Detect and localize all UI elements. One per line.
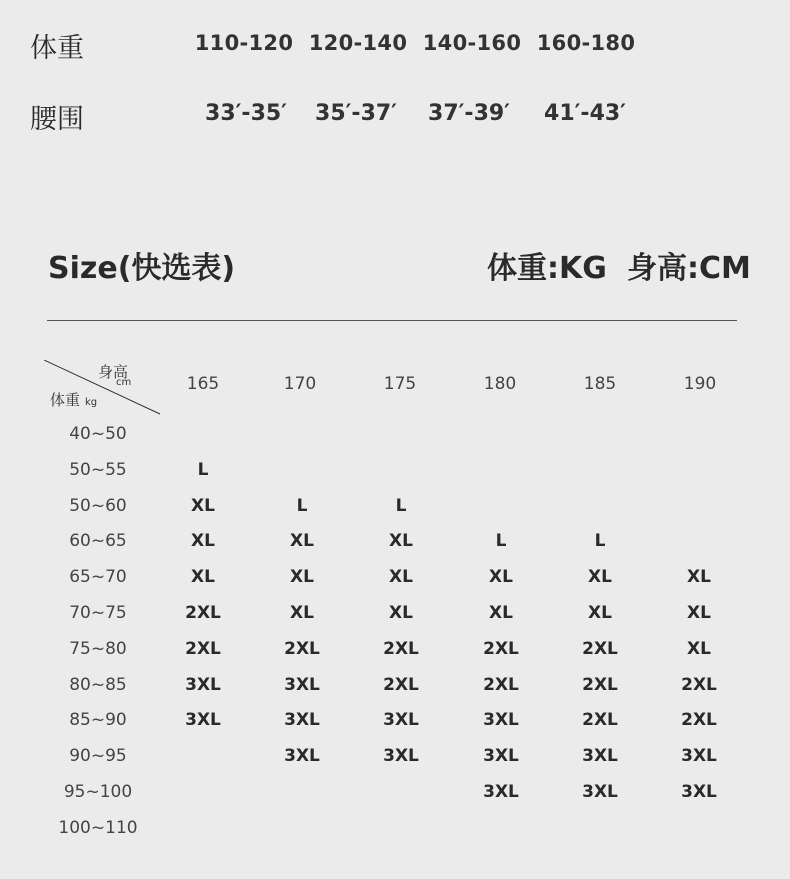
weight-row-header: 100~110	[58, 818, 138, 838]
weight-row-header: 85~90	[69, 710, 127, 730]
divider	[47, 320, 737, 321]
size-cell: 3XL	[483, 710, 519, 730]
size-cell: L	[296, 496, 308, 516]
size-cell: XL	[290, 567, 314, 587]
size-cell: 3XL	[582, 746, 618, 766]
size-cell: L	[395, 496, 407, 516]
size-cell: 3XL	[284, 710, 320, 730]
size-cell: XL	[290, 531, 314, 551]
size-cell: 3XL	[383, 746, 419, 766]
height-col-190: 190	[683, 374, 717, 394]
size-cell: 2XL	[185, 603, 221, 623]
weight-range-1: 110-120	[194, 31, 294, 55]
waist-range-1: 33′-35′	[205, 101, 287, 126]
weight-range-3: 140-160	[422, 31, 522, 55]
size-cell: XL	[389, 531, 413, 551]
height-col-175: 175	[383, 374, 417, 394]
size-cell: 3XL	[284, 675, 320, 695]
size-cell: 3XL	[582, 782, 618, 802]
weight-row-header: 50~60	[69, 496, 127, 516]
height-col-185: 185	[583, 374, 617, 394]
weight-row-header: 65~70	[69, 567, 127, 587]
size-cell: 2XL	[582, 639, 618, 659]
weight-row-header: 60~65	[69, 531, 127, 551]
size-cell: 3XL	[383, 710, 419, 730]
size-cell: XL	[389, 603, 413, 623]
corner-weight-label: 体重	[50, 391, 81, 409]
size-cell: 3XL	[681, 746, 717, 766]
size-cell: XL	[687, 603, 711, 623]
corner-height-label: 身高	[98, 363, 129, 381]
weight-row-header: 70~75	[69, 603, 127, 623]
height-col-170: 170	[283, 374, 317, 394]
waist-row-label: 腰围	[30, 104, 84, 135]
waist-range-4: 41′-43′	[544, 101, 626, 126]
size-cell: XL	[687, 567, 711, 587]
size-cell: XL	[588, 603, 612, 623]
quick-select-title: Size(快选表)	[48, 251, 236, 286]
size-cell: L	[594, 531, 606, 551]
height-col-180: 180	[483, 374, 517, 394]
weight-row-header: 90~95	[69, 746, 127, 766]
weight-range-4: 160-180	[536, 31, 636, 55]
size-cell: 3XL	[483, 746, 519, 766]
size-cell: XL	[191, 567, 215, 587]
size-cell: 3XL	[681, 782, 717, 802]
weight-row-header: 75~80	[69, 639, 127, 659]
size-cell: XL	[389, 567, 413, 587]
size-cell: 2XL	[185, 639, 221, 659]
size-cell: 2XL	[383, 639, 419, 659]
corner-weight-unit: kg	[85, 397, 98, 408]
weight-row-label: 体重	[30, 33, 84, 64]
size-cell: 2XL	[383, 675, 419, 695]
weight-row-header: 95~100	[63, 782, 133, 802]
size-cell: L	[197, 460, 209, 480]
height-unit-label: 身高:CM	[627, 251, 751, 286]
corner-height-unit: cm	[116, 377, 132, 388]
size-cell: 3XL	[185, 675, 221, 695]
weight-row-header: 40~50	[69, 424, 127, 444]
size-cell: XL	[489, 567, 513, 587]
size-cell: 3XL	[483, 782, 519, 802]
size-cell: XL	[489, 603, 513, 623]
size-cell: 2XL	[483, 675, 519, 695]
size-cell: 2XL	[284, 639, 320, 659]
size-cell: XL	[588, 567, 612, 587]
size-cell: 3XL	[284, 746, 320, 766]
size-cell: XL	[687, 639, 711, 659]
size-cell: 2XL	[582, 675, 618, 695]
size-cell: 3XL	[185, 710, 221, 730]
weight-unit-label: 体重:KG	[487, 251, 607, 286]
waist-range-3: 37′-39′	[428, 101, 510, 126]
size-cell: 2XL	[582, 710, 618, 730]
size-cell: 2XL	[681, 675, 717, 695]
waist-range-2: 35′-37′	[315, 101, 397, 126]
size-cell: XL	[290, 603, 314, 623]
weight-row-header: 80~85	[69, 675, 127, 695]
size-cell: 2XL	[681, 710, 717, 730]
size-cell: L	[495, 531, 507, 551]
weight-row-header: 50~55	[69, 460, 127, 480]
weight-range-2: 120-140	[308, 31, 408, 55]
size-cell: XL	[191, 496, 215, 516]
size-cell: 2XL	[483, 639, 519, 659]
size-cell: XL	[191, 531, 215, 551]
height-col-165: 165	[186, 374, 220, 394]
